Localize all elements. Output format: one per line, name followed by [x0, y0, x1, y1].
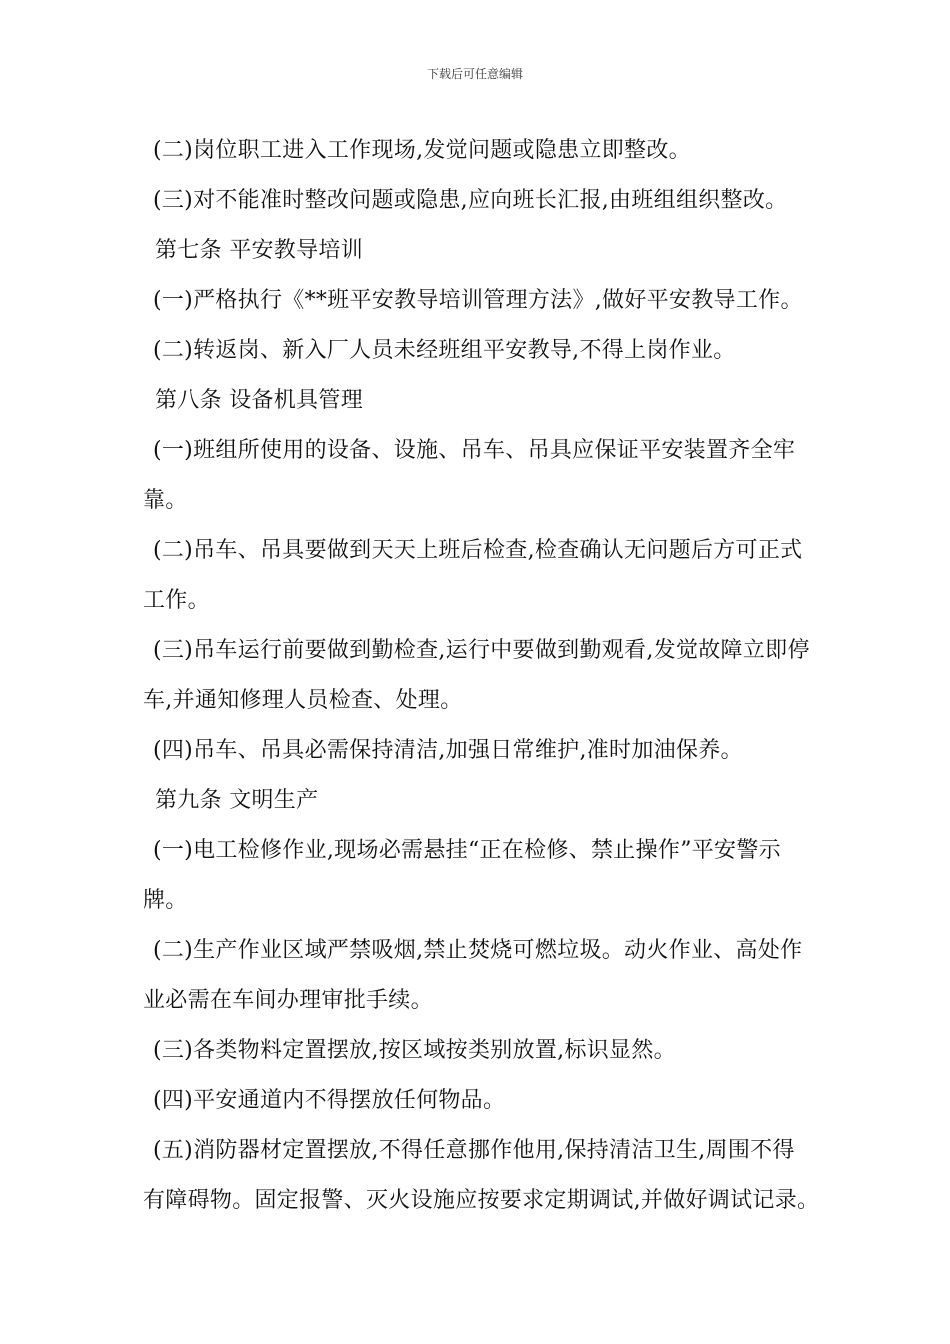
paragraph-line: (三)各类物料定置摆放,按区域按类别放置,标识显然。: [153, 1038, 676, 1063]
paragraph-line: 牌。: [143, 888, 188, 913]
paragraph-line: (一)电工检修作业,现场必需悬挂“正在检修、禁止操作”平安警示: [153, 838, 781, 863]
paragraph-line: (三)吊车运行前要做到勤检查,运行中要做到勤观看,发觉故障立即停: [153, 638, 810, 663]
paragraph-line: 靠。: [143, 488, 188, 513]
paragraph-line: (一)班组所使用的设备、设施、吊车、吊具应保证平安装置齐全牢: [153, 438, 796, 463]
section-heading: 第九条 文明生产: [155, 788, 319, 813]
paragraph-line: (二)转返岗、新入厂人员未经班组平安教导,不得上岗作业。: [153, 338, 736, 363]
paragraph-line: 有障碍物。固定报警、灭火设施应按要求定期调试,并做好调试记录。: [143, 1188, 820, 1213]
paragraph-line: (四)吊车、吊具必需保持清洁,加强日常维护,准时加油保养。: [153, 738, 743, 763]
paragraph-line: 业必需在车间办理审批手续。: [143, 988, 433, 1013]
paragraph-line: (二)吊车、吊具要做到天天上班后检查,检查确认无问题后方可正式: [153, 538, 803, 563]
paragraph-line: 工作。: [143, 588, 210, 613]
paragraph-line: (二)生产作业区域严禁吸烟,禁止焚烧可燃垃圾。动火作业、高处作: [153, 938, 803, 963]
page-header: 下载后可任意编辑: [426, 67, 523, 81]
paragraph-line: (二)岗位职工进入工作现场,发觉问题或隐患立即整改。: [153, 138, 691, 163]
paragraph-line: (五)消防器材定置摆放,不得任意挪作他用,保持清洁卫生,周围不得: [153, 1138, 795, 1163]
section-heading: 第八条 设备机具管理: [155, 388, 363, 413]
paragraph-line: (四)平安通道内不得摆放任何物品。: [153, 1088, 506, 1113]
paragraph-line: 车,并通知修理人员检查、处理。: [143, 688, 463, 713]
section-heading: 第七条 平安教导培训: [155, 238, 363, 263]
paragraph-line: (一)严格执行《**班平安教导培训管理方法》,做好平安教导工作。: [153, 288, 803, 313]
paragraph-line: (三)对不能准时整改问题或隐患,应向班长汇报,由班组组织整改。: [153, 188, 788, 213]
